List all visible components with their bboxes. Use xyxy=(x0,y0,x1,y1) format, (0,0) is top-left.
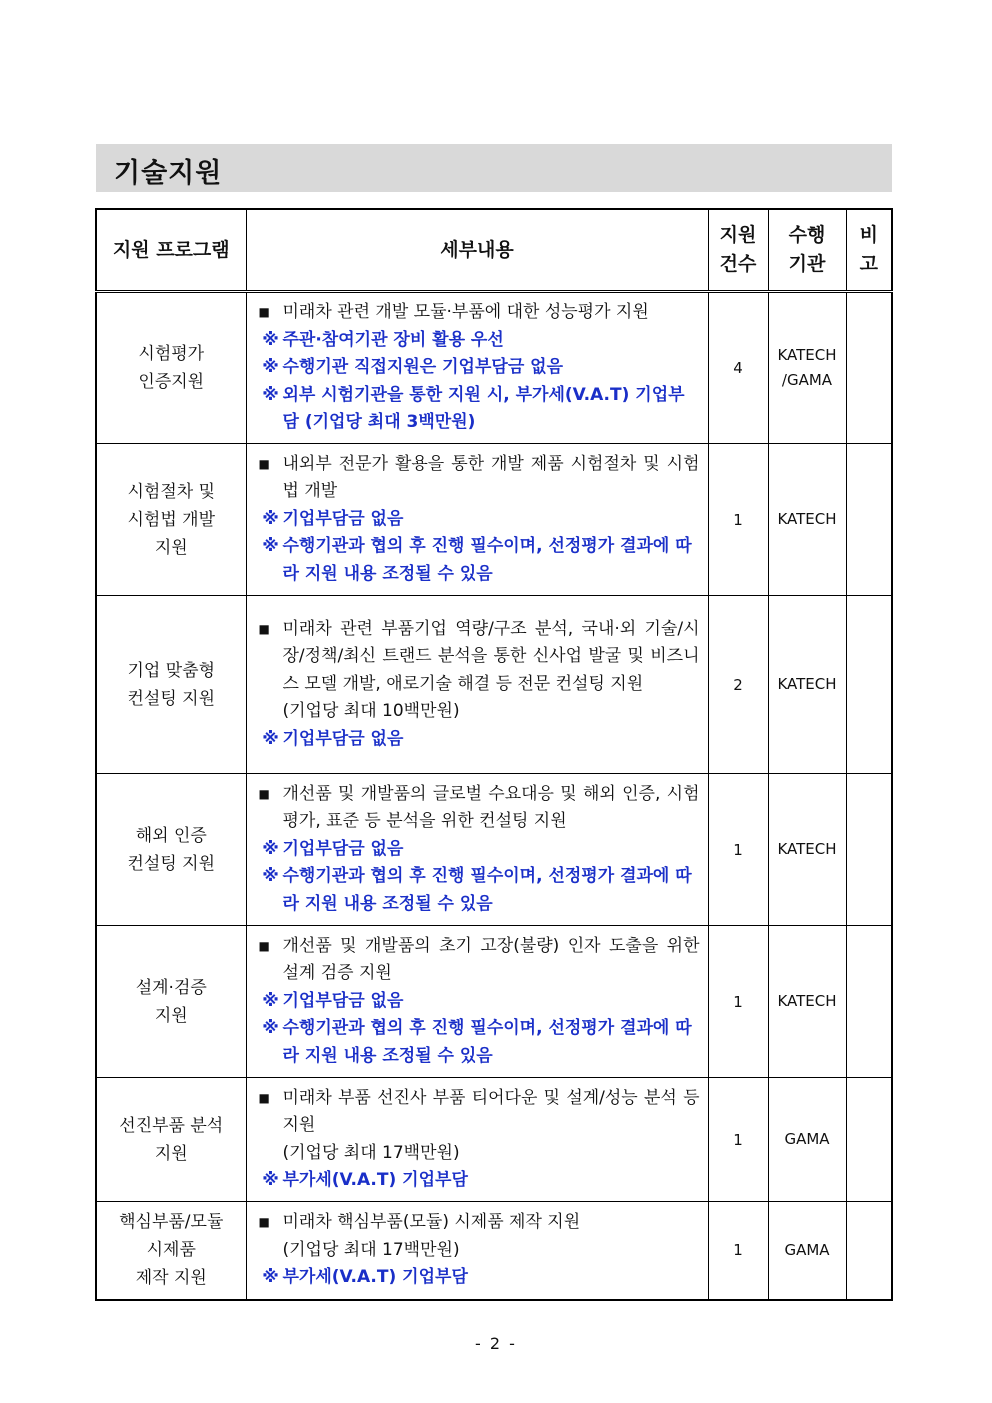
reference-mark-icon: ※ xyxy=(262,728,279,749)
detail-description: 미래차 핵심부품(모듈) 시제품 제작 지원 xyxy=(282,1212,581,1232)
square-bullet-icon: ■ xyxy=(258,305,270,320)
header-program xyxy=(96,209,246,292)
program-name-line: 시험절차 및 xyxy=(127,481,215,502)
detail-note-text: 수행기관과 협의 후 진행 필수이며, 선정평가 결과에 따라 지원 내용 조정될 수 있음 xyxy=(282,1018,692,1066)
agency-name-line: KATECH xyxy=(777,675,837,693)
square-bullet-icon: ■ xyxy=(258,1215,270,1229)
agency-name-line: GAMA xyxy=(784,1240,830,1259)
detail-bullet-item xyxy=(259,1085,700,1140)
reference-mark-icon: ※ xyxy=(262,384,279,405)
table-body xyxy=(96,292,892,1300)
detail-bullet-item xyxy=(259,616,700,699)
detail-cell xyxy=(246,1202,708,1300)
section-header xyxy=(96,144,892,192)
detail-description: 미래차 관련 개발 모듈·부품에 대한 성능평가 지원 xyxy=(282,302,649,323)
agency-cell xyxy=(768,1202,846,1300)
page-number: - 2 - xyxy=(475,1334,517,1353)
detail-note-text: 부가세(V.A.T) 기업부담 xyxy=(282,1267,468,1287)
program-cell xyxy=(96,596,246,774)
program-name-line: 인증지원 xyxy=(138,372,205,392)
reference-mark-icon: ※ xyxy=(262,508,279,529)
square-bullet-icon: ■ xyxy=(258,786,270,801)
detail-cell xyxy=(246,926,708,1078)
table-row xyxy=(96,444,892,596)
reference-mark-icon: ※ xyxy=(262,1267,279,1287)
detail-cell xyxy=(246,774,708,926)
table-row xyxy=(96,926,892,1078)
detail-note xyxy=(259,506,700,534)
reference-mark-icon: ※ xyxy=(262,536,279,557)
detail-cell xyxy=(246,292,708,444)
section-title: 기술지원 xyxy=(114,158,223,189)
support-count-cell: 1 xyxy=(708,444,768,596)
table-row xyxy=(96,774,892,926)
detail-note-text: 부가세(V.A.T) 기업부담 xyxy=(282,1170,468,1190)
detail-budget-limit: (기업당 최대 17백만원) xyxy=(282,1239,460,1260)
detail-note-text: 기업부담금 없음 xyxy=(282,990,404,1011)
agency-cell xyxy=(768,444,846,596)
square-bullet-icon: ■ xyxy=(258,1090,270,1105)
reference-mark-icon: ※ xyxy=(262,838,279,859)
agency-name-line: KATECH xyxy=(777,840,837,858)
detail-note xyxy=(259,1264,700,1292)
detail-note xyxy=(259,836,700,864)
support-program-table xyxy=(95,208,893,1301)
agency-name-line: KATECH xyxy=(777,346,837,364)
reference-mark-icon: ※ xyxy=(262,357,279,378)
support-count-cell: 2 xyxy=(708,596,768,774)
remark-cell xyxy=(846,1202,892,1300)
header-agency-line2: 기관 xyxy=(788,253,826,275)
program-name-line: 시제품 xyxy=(146,1240,196,1261)
program-cell xyxy=(96,1078,246,1202)
detail-note-text: 외부 시험기관을 통한 지원 시, 부가세(V.A.T) 기업부담 (기업당 최대 3백만원) xyxy=(282,384,685,433)
program-name-line: 설계·검증 xyxy=(135,977,207,998)
square-bullet-icon: ■ xyxy=(258,456,270,471)
agency-name-line: GAMA xyxy=(784,1130,830,1148)
program-cell xyxy=(96,1202,246,1300)
program-name-line: 컨설팅 지원 xyxy=(127,853,215,874)
detail-budget-limit: (기업당 최대 17백만원) xyxy=(282,1142,460,1163)
program-name-line: 기업 맞춤형 xyxy=(127,660,215,681)
detail-note-text: 주관·참여기관 장비 활용 우선 xyxy=(282,329,504,350)
program-name-line: 해외 인증 xyxy=(135,825,207,846)
square-bullet-icon: ■ xyxy=(258,938,270,953)
detail-bullet-item xyxy=(259,299,700,327)
reference-mark-icon: ※ xyxy=(262,329,279,350)
detail-bullet-item xyxy=(259,1209,700,1237)
detail-note xyxy=(259,863,700,918)
detail-description: 개선품 및 개발품의 글로벌 수요대응 및 해외 인증, 시험평가, 표준 등 분석을 위한 컨설팅 지원 xyxy=(282,783,700,832)
agency-cell xyxy=(768,774,846,926)
detail-note-text: 기업부담금 없음 xyxy=(282,508,404,529)
reference-mark-icon: ※ xyxy=(262,1170,279,1190)
reference-mark-icon: ※ xyxy=(262,990,279,1011)
detail-description: 미래차 부품 선진사 부품 티어다운 및 설계/성능 분석 등 지원 xyxy=(282,1087,700,1135)
header-remark xyxy=(846,209,892,292)
remark-cell xyxy=(846,444,892,596)
table-row xyxy=(96,1202,892,1300)
program-name-line: 선진부품 분석 xyxy=(119,1115,224,1136)
detail-cell xyxy=(246,596,708,774)
agency-cell xyxy=(768,292,846,444)
detail-note xyxy=(259,533,700,588)
detail-budget-limit: (기업당 최대 10백만원) xyxy=(282,701,460,722)
detail-note-text: 수행기관과 협의 후 진행 필수이며, 선정평가 결과에 따라 지원 내용 조정될 수 있음 xyxy=(282,536,692,584)
program-name-line: 시험법 개발 xyxy=(127,509,215,530)
detail-description: 내외부 전문가 활용을 통한 개발 제품 시험절차 및 시험법 개발 xyxy=(282,453,700,502)
agency-cell xyxy=(768,926,846,1078)
agency-name-line: KATECH xyxy=(777,510,837,528)
remark-cell xyxy=(846,926,892,1078)
detail-bullet-item xyxy=(259,933,700,988)
program-cell xyxy=(96,444,246,596)
table-row xyxy=(96,596,892,774)
header-program-label: 지원 프로그램 xyxy=(112,238,230,261)
detail-note xyxy=(259,382,700,437)
table-row xyxy=(96,1078,892,1202)
header-detail-label: 세부내용 xyxy=(440,238,514,261)
detail-description: 개선품 및 개발품의 초기 고장(불량) 인자 도출을 위한 설계 검증 지원 xyxy=(282,935,700,984)
detail-note xyxy=(259,327,700,355)
remark-cell xyxy=(846,292,892,444)
program-cell xyxy=(96,926,246,1078)
detail-note xyxy=(259,726,700,754)
header-agency-line1: 수행 xyxy=(788,224,826,246)
detail-note-text: 수행기관 직접지원은 기업부담금 없음 xyxy=(282,357,564,378)
program-name-line: 지원 xyxy=(154,537,188,558)
detail-note-text: 기업부담금 없음 xyxy=(282,728,404,749)
agency-name-line: KATECH xyxy=(777,992,837,1010)
support-count-cell: 4 xyxy=(708,292,768,444)
reference-mark-icon: ※ xyxy=(262,1018,279,1039)
remark-cell xyxy=(846,774,892,926)
remark-cell xyxy=(846,596,892,774)
header-remark-line1: 비 xyxy=(859,224,878,246)
detail-cell xyxy=(246,444,708,596)
program-name-line: 시험평가 xyxy=(138,344,205,364)
program-cell xyxy=(96,292,246,444)
support-count-cell: 1 xyxy=(708,926,768,1078)
agency-name-line: /GAMA xyxy=(781,371,833,389)
table-header-row xyxy=(96,209,892,292)
detail-bullet-item xyxy=(259,451,700,506)
header-count-line2: 건수 xyxy=(719,253,757,275)
program-name-line: 컨설팅 지원 xyxy=(127,688,215,709)
header-agency xyxy=(768,209,846,292)
detail-note xyxy=(259,1015,700,1070)
table-row xyxy=(96,292,892,444)
program-name-line: 핵심부품/모듈 xyxy=(119,1212,224,1233)
square-bullet-icon: ■ xyxy=(258,621,270,636)
support-count-cell: 1 xyxy=(708,1078,768,1202)
program-name-line: 제작 지원 xyxy=(135,1268,207,1289)
agency-cell xyxy=(768,1078,846,1202)
detail-note xyxy=(259,1167,700,1195)
detail-note-text: 기업부담금 없음 xyxy=(282,838,404,859)
header-count xyxy=(708,209,768,292)
remark-cell xyxy=(846,1078,892,1202)
detail-bullet-item xyxy=(259,781,700,836)
detail-cell xyxy=(246,1078,708,1202)
support-count-cell: 1 xyxy=(708,1202,768,1300)
detail-note-text: 수행기관과 협의 후 진행 필수이며, 선정평가 결과에 따라 지원 내용 조정될 수 있음 xyxy=(282,866,692,914)
agency-cell xyxy=(768,596,846,774)
program-name-line: 지원 xyxy=(154,1143,188,1164)
program-cell xyxy=(96,774,246,926)
header-remark-line2: 고 xyxy=(859,253,878,275)
detail-note xyxy=(259,988,700,1016)
reference-mark-icon: ※ xyxy=(262,866,279,887)
program-name-line: 지원 xyxy=(154,1005,188,1026)
header-detail xyxy=(246,209,708,292)
support-count-cell: 1 xyxy=(708,774,768,926)
detail-note xyxy=(259,354,700,382)
detail-description: 미래차 관련 부품기업 역량/구조 분석, 국내·외 기술/시장/정책/최신 트랜드 분석을 통한 신사업 발굴 및 비즈니스 모델 개발, 애로기술 해결 등 전문 컨설팅 지원 xyxy=(282,618,700,694)
header-count-line1: 지원 xyxy=(719,224,757,246)
